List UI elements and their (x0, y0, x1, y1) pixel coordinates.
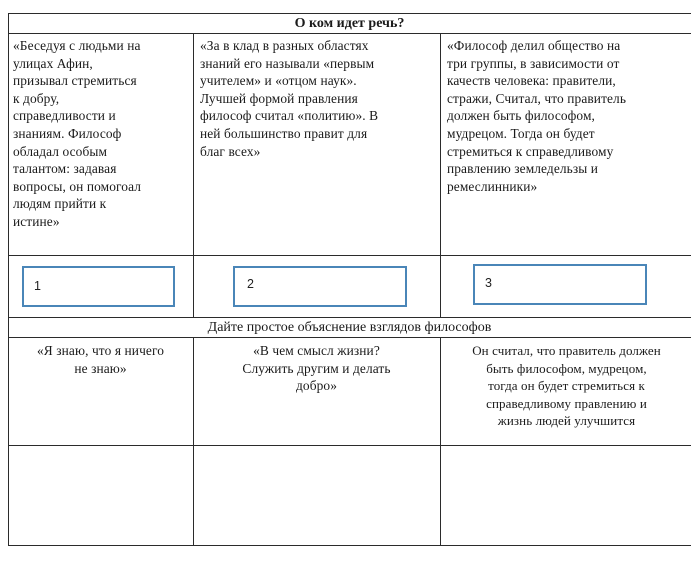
empty-cell-1[interactable] (10, 448, 191, 543)
column-divider-1-lower (193, 337, 194, 545)
column-divider-2-lower (440, 337, 441, 545)
answer-box-2[interactable] (233, 266, 407, 307)
quote-cell-3: «Философ делил общество на три группы, в зависимости от качеств человека: правители, стражи, Считал, что правитель должен быть философом, мудрецом. Тогда он будет стремиться к справедливому правлению земледельзы и ремеслинники» (447, 38, 627, 194)
answer-box-1[interactable] (22, 266, 175, 307)
answer-box-3[interactable] (473, 264, 647, 305)
quote-row-divider (8, 255, 691, 256)
answer-row-divider (8, 317, 691, 318)
answer-number-2: 2 (247, 277, 254, 291)
answer-number-3: 3 (485, 276, 492, 290)
section-subtitle: Дайте простое объяснение взглядов философов (207, 320, 492, 335)
table-top-border (8, 13, 691, 14)
quote-cell-1: «Беседуя с людьми на улицах Афин, призывал стремиться к добру, справедливости и знаниям. Философ обладал особым талантом: задавая вопросы, он помогоал людям прийти к истине» (13, 38, 142, 229)
table-bottom-border (8, 545, 691, 546)
view-cell-2: «В чем смысл жизни? Служить другим и делать добро» (242, 343, 391, 394)
table-title: О ком идет речь? (294, 16, 405, 31)
view-cell-3: Он считал, что правитель должен быть философом, мудрецом, тогда он будет стремиться к справедливому правлению и жизнь людей улучшится (472, 343, 661, 429)
title-row-divider (8, 33, 691, 34)
quote-cell-2: «За в клад в разных областях знаний его называли «первым учителем» и «отцом наук». Лучшей формой правления философ считал «политию». В ней большинство правит для благ всех» (200, 38, 379, 159)
column-divider-2 (440, 33, 441, 317)
table-left-border (8, 13, 9, 545)
subtitle-row-divider (8, 337, 691, 338)
empty-cell-3[interactable] (442, 448, 691, 543)
empty-cell-2[interactable] (195, 448, 438, 543)
view-cell-1: «Я знаю, что я ничего не знаю» (37, 343, 164, 376)
answer-number-1: 1 (34, 279, 41, 293)
views-row-divider (8, 445, 691, 446)
column-divider-1 (193, 33, 194, 317)
